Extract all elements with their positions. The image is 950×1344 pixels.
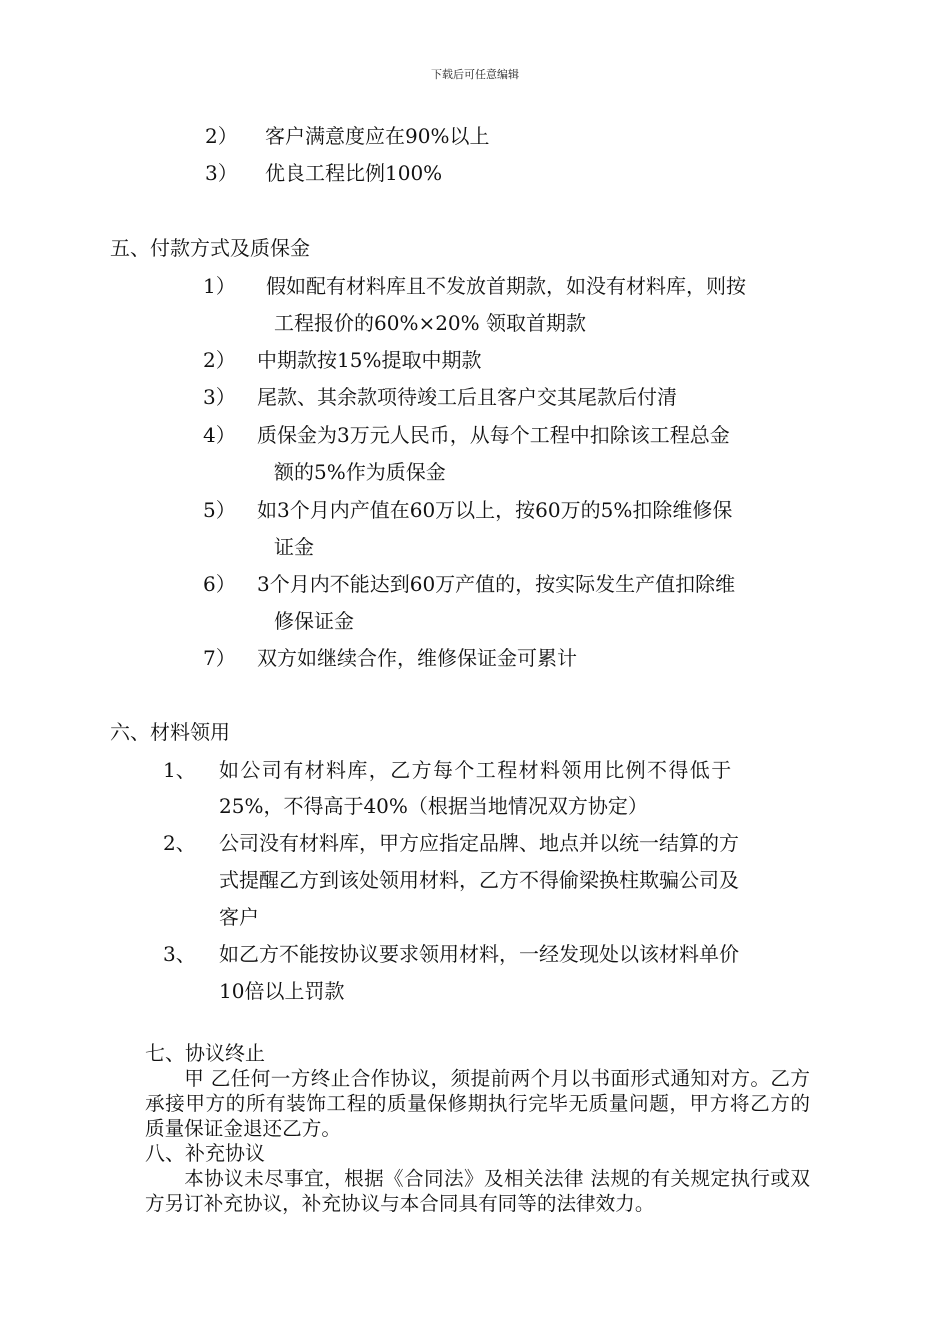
list-number: 1、	[163, 758, 196, 782]
list-item-continuation: 额的5%作为质保金	[274, 460, 446, 484]
list-number: 2、	[163, 831, 196, 855]
list-number: 1）	[203, 274, 236, 298]
section-title: 八、补充协议	[145, 1141, 265, 1165]
list-item: 中期款按15%提取中期款	[257, 348, 482, 372]
list-number: 3、	[163, 942, 196, 966]
list-number: 2）	[203, 348, 236, 372]
section-body: 本协议未尽事宜，根据《合同法》及相关法律 法规的有关规定执行或双方另订补充协议，补充协议与本合同具有同等的法律效力。	[145, 1167, 810, 1215]
list-item-continuation: 10倍以上罚款	[219, 979, 345, 1003]
list-number: 3）	[203, 385, 236, 409]
list-item-continuation: 修保证金	[274, 609, 354, 633]
list-number: 6）	[203, 572, 236, 596]
list-item: 3个月内不能达到60万产值的，按实际发生产值扣除维	[257, 572, 736, 596]
section-title: 七、协议终止	[145, 1041, 265, 1065]
list-item: 质保金为3万元人民币，从每个工程中扣除该工程总金	[257, 423, 730, 447]
list-item: 双方如继续合作，维修保证金可累计	[257, 646, 577, 670]
list-item: 如乙方不能按协议要求领用材料，一经发现处以该材料单价	[219, 942, 739, 966]
section-title: 六、材料领用	[110, 720, 230, 744]
section-title: 五、付款方式及质保金	[110, 236, 310, 260]
list-item: 假如配有材料库且不发放首期款，如没有材料库，则按	[266, 274, 746, 298]
page-header: 下载后可任意编辑	[431, 68, 519, 81]
list-item-continuation: 工程报价的60%×20% 领取首期款	[274, 311, 587, 335]
list-item: 如3个月内产值在60万以上，按60万的5%扣除维修保	[257, 498, 733, 522]
list-item: 公司没有材料库，甲方应指定品牌、地点并以统一结算的方	[219, 831, 739, 855]
list-number: 7）	[203, 646, 236, 670]
list-number: 2）	[205, 124, 238, 148]
list-item: 优良工程比例100%	[265, 161, 443, 185]
list-item-continuation: 证金	[274, 535, 314, 559]
list-number: 3）	[205, 161, 238, 185]
section-body: 甲 乙任何一方终止合作协议，须提前两个月以书面形式通知对方。乙方承接甲方的所有装饰工程的质量保修期执行完毕无质量问题，甲方将乙方的质量保证金退还乙方。	[145, 1067, 810, 1140]
list-item: 客户满意度应在90%以上	[265, 124, 490, 148]
list-number: 4）	[203, 423, 236, 447]
list-item: 尾款、其余款项待竣工后且客户交其尾款后付清	[257, 385, 677, 409]
list-item: 如公司有材料库，乙方每个工程材料领用比例不得低于	[219, 758, 733, 782]
list-number: 5）	[203, 498, 236, 522]
list-item-continuation: 式提醒乙方到该处领用材料，乙方不得偷梁换柱欺骗公司及	[219, 868, 739, 892]
list-item-continuation: 25%，不得高于40%（根据当地情况双方协定）	[219, 794, 648, 818]
list-item-continuation: 客户	[219, 905, 259, 929]
